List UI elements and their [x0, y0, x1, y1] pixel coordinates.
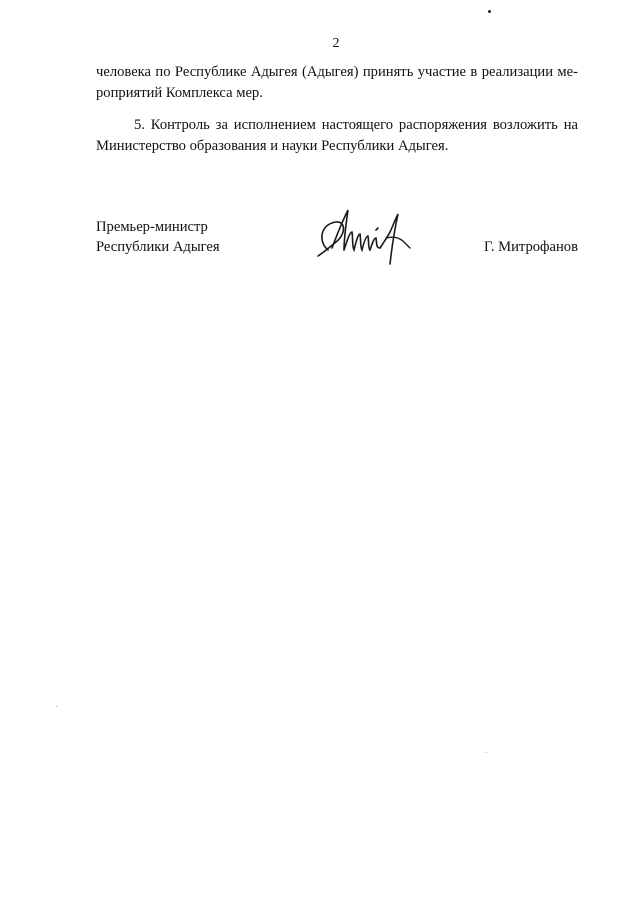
paragraph-line: роприятий Комплекса мер. [96, 85, 263, 101]
scan-speck [486, 752, 487, 753]
paragraph-line: человека по Республике Адыгея (Адыгея) принять участие в реализации ме- [96, 64, 578, 80]
scan-speck [56, 706, 57, 707]
signatory-name: Г. Митрофанов [484, 239, 578, 255]
signatory-title-line: Республики Адыгея [96, 239, 220, 255]
scan-speck [488, 10, 491, 13]
paragraph-line: 5. Контроль за исполнением настоящего распоряжения возложить на [134, 117, 578, 133]
handwritten-signature [310, 202, 420, 272]
paragraph-line: Министерство образования и науки Республики Адыгея. [96, 138, 449, 154]
signatory-title-line: Премьер-министр [96, 219, 208, 235]
paragraph-continuation [96, 62, 578, 104]
paragraph-item-5 [96, 115, 578, 157]
page-number: 2 [332, 36, 340, 51]
signatory-title [96, 217, 220, 257]
